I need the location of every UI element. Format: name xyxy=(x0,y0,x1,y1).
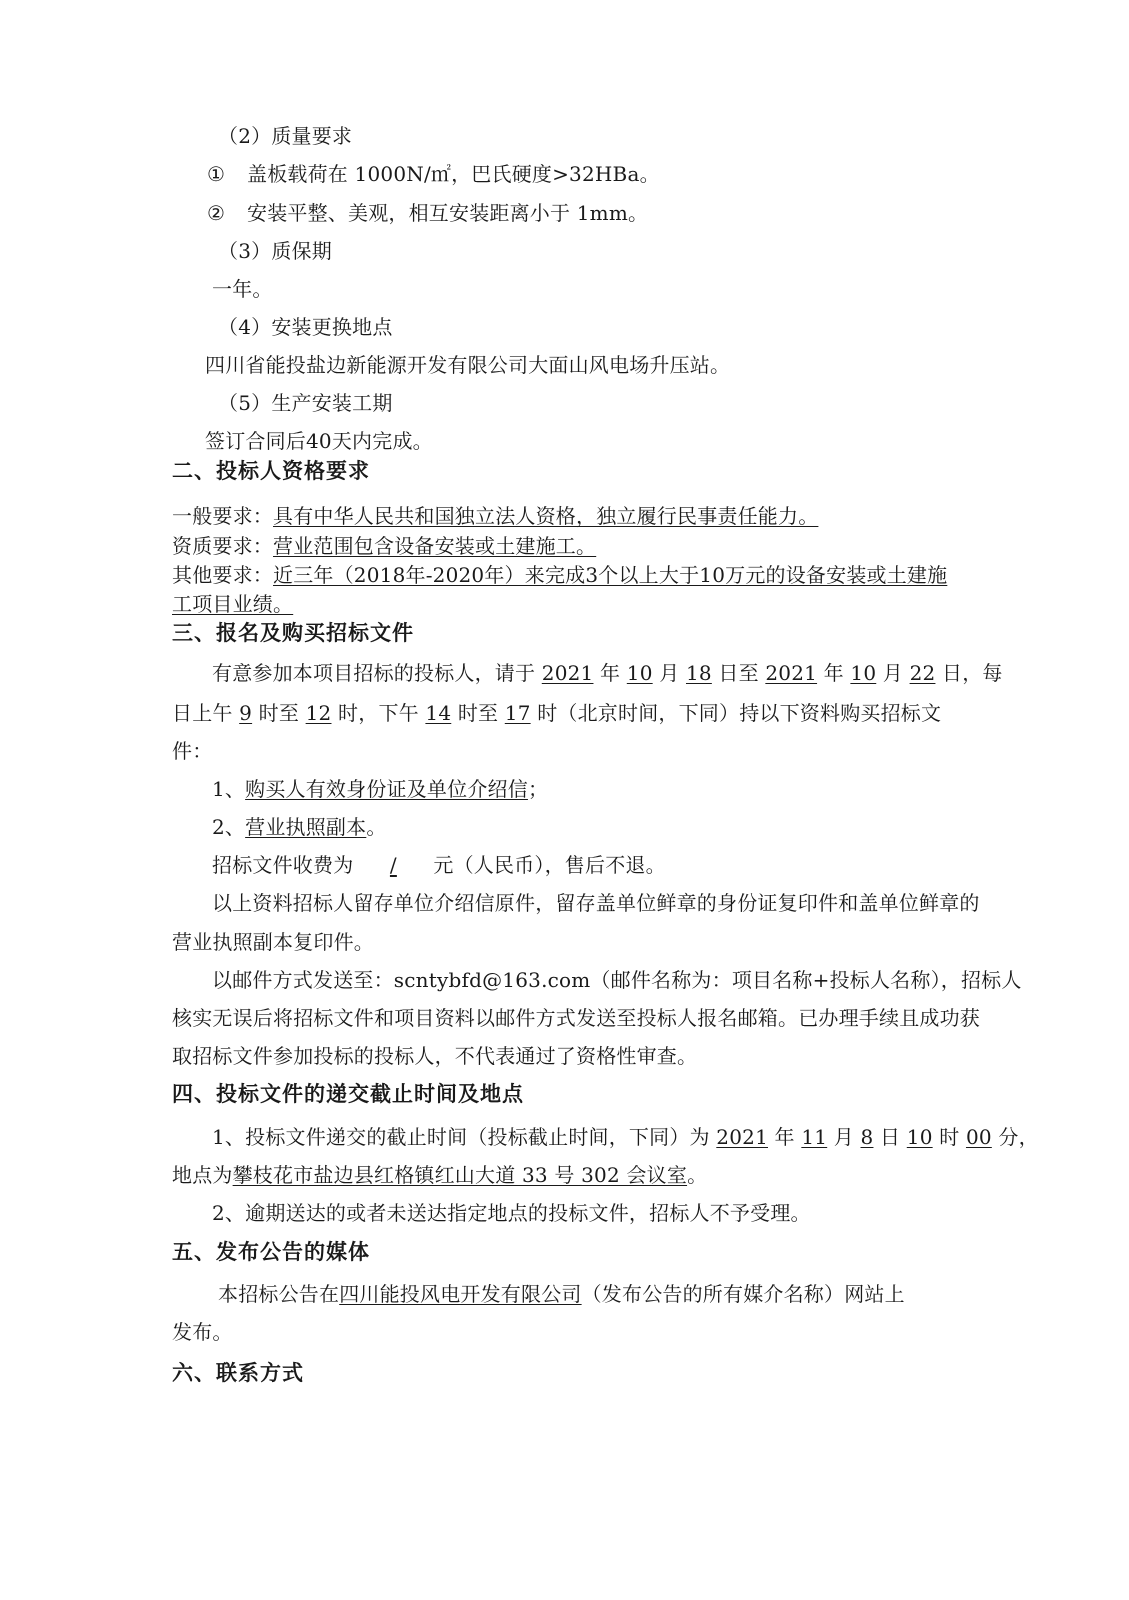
fee-value: / xyxy=(389,853,397,877)
media-line: 本招标公告在四川能投风电开发有限公司（发布公告的所有媒介名称）网站上 xyxy=(218,1282,905,1306)
start-month: 10 xyxy=(626,661,653,685)
email-line-1: 以邮件方式发送至：scntybfd@163.com（邮件名称为：项目名称+投标人名称），招标人 xyxy=(212,968,1022,992)
circled-one-mark: ① xyxy=(207,162,226,186)
end-year: 2021 xyxy=(765,661,818,685)
am-end: 12 xyxy=(305,701,332,725)
location-heading: （4）安装更换地点 xyxy=(218,315,393,339)
am-start: 9 xyxy=(239,701,253,725)
media-name: 四川能投风电开发有限公司 xyxy=(339,1282,582,1306)
period-heading: （5）生产安装工期 xyxy=(218,391,393,415)
section-2-title: 二、投标人资格要求 xyxy=(172,459,370,483)
quality-item-2: ② 安装平整、美观，相互安装距离小于 1mm。 xyxy=(207,201,649,225)
material-item-2: 2、营业执照副本。 xyxy=(212,815,387,839)
end-day: 22 xyxy=(909,661,936,685)
fee-line: 招标文件收费为 / 元（人民币），售后不退。 xyxy=(212,853,666,877)
retention-line-2: 营业执照副本复印件。 xyxy=(172,930,374,954)
other-requirement: 其他要求：近三年（2018年-2020年）来完成3个以上大于10万元的设备安装或土建施 xyxy=(172,563,948,587)
registration-dates-line: 有意参加本项目招标的投标人，请于 2021 年 10 月 18 日至 2021 年 10 月 22 日，每 xyxy=(212,661,1003,685)
late-submission-line: 2、逾期送达的或者未送达指定地点的投标文件，招标人不予受理。 xyxy=(212,1201,811,1225)
end-month: 10 xyxy=(850,661,877,685)
other-requirement-cont: 工项目业绩。 xyxy=(172,592,294,616)
email-line-3: 取招标文件参加投标的投标人，不代表通过了资格性审查。 xyxy=(172,1044,698,1068)
circled-two-mark: ② xyxy=(207,201,226,225)
quality-item-1: ① 盖板载荷在 1000N/㎡，巴氏硬度>32HBa。 xyxy=(207,162,660,186)
warranty-heading: （3）质保期 xyxy=(218,239,332,263)
media-line-end: 发布。 xyxy=(172,1320,233,1344)
retention-line-1: 以上资料招标人留存单位介绍信原件，留存盖单位鲜章的身份证复印件和盖单位鲜章的 xyxy=(212,891,980,915)
deadline-place: 攀枝花市盐边县红格镇红山大道 33 号 302 会议室 xyxy=(232,1163,688,1187)
qualification-requirement: 资质要求：营业范围包含设备安装或土建施工。 xyxy=(172,534,597,558)
material-item-1: 1、购买人有效身份证及单位介绍信； xyxy=(212,777,549,801)
pm-end: 17 xyxy=(504,701,531,725)
section-5-title: 五、发布公告的媒体 xyxy=(172,1240,370,1264)
deadline-month: 11 xyxy=(801,1125,828,1149)
section-6-title: 六、联系方式 xyxy=(172,1361,304,1385)
email-line-2: 核实无误后将招标文件和项目资料以邮件方式发送至投标人报名邮箱。已办理手续且成功获 xyxy=(172,1006,980,1030)
location-text: 四川省能投盐边新能源开发有限公司大面山风电场升压站。 xyxy=(205,353,731,377)
quality-heading: （2）质量要求 xyxy=(218,124,353,148)
deadline-day: 8 xyxy=(860,1125,874,1149)
deadline-hour: 10 xyxy=(906,1125,933,1149)
section-3-title: 三、报名及购买招标文件 xyxy=(172,621,414,645)
period-text: 签订合同后40天内完成。 xyxy=(205,429,433,453)
deadline-minute: 00 xyxy=(965,1125,992,1149)
general-requirement: 一般要求：具有中华人民共和国独立法人资格，独立履行民事责任能力。 xyxy=(172,504,819,528)
registration-hours-line: 日上午 9 时至 12 时，下午 14 时至 17 时（北京时间，下同）持以下资料购买招标文 xyxy=(172,701,942,725)
start-day: 18 xyxy=(685,661,712,685)
registration-line-end: 件： xyxy=(172,739,213,763)
section-4-title: 四、投标文件的递交截止时间及地点 xyxy=(172,1082,524,1106)
warranty-text: 一年。 xyxy=(212,277,273,301)
deadline-year: 2021 xyxy=(716,1125,768,1149)
start-year: 2021 xyxy=(541,661,594,685)
deadline-place-line: 地点为攀枝花市盐边县红格镇红山大道 33 号 302 会议室。 xyxy=(172,1163,708,1187)
pm-start: 14 xyxy=(425,701,452,725)
deadline-line: 1、投标文件递交的截止时间（投标截止时间，下同）为 2021 年 11 月 8 日 10 时 00 分， xyxy=(212,1125,1039,1149)
